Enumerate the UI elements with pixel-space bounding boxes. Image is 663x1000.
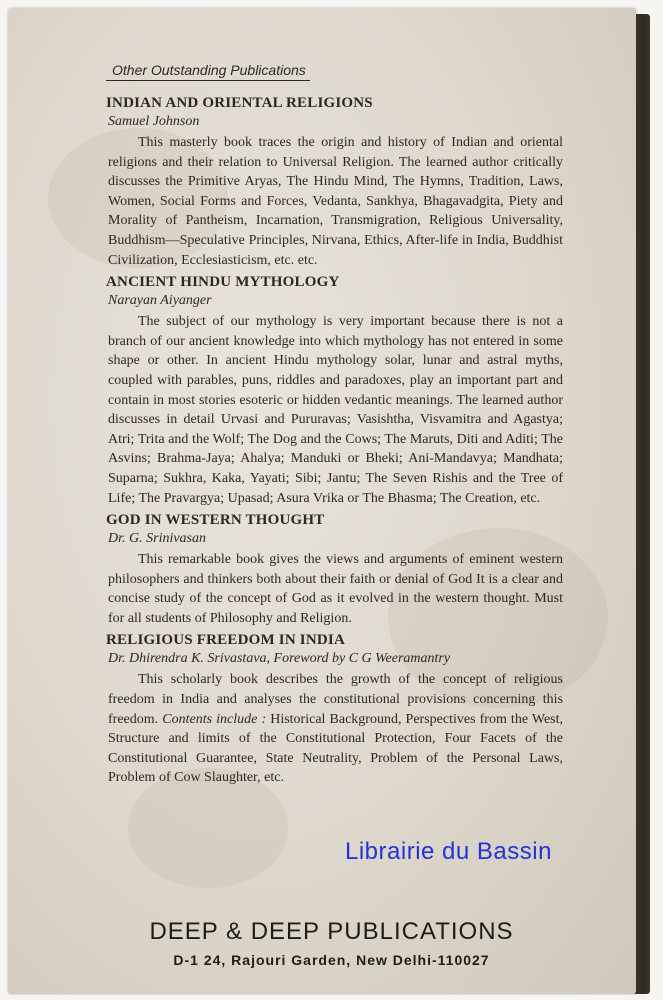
publisher-block bbox=[0, 918, 663, 968]
publisher-name: DEEP & DEEP PUBLICATIONS bbox=[149, 918, 514, 945]
seller-watermark: Librairie du Bassin bbox=[345, 838, 552, 865]
publication-entry bbox=[98, 632, 568, 788]
publication-description: This remarkable book gives the views and arguments of eminent western philosophers and thinkers both about their faith or denial of God It is a clear and concise study of the concept of God as it evolved in the western thought. Must for all students of Philosophy and Religion. bbox=[108, 552, 563, 626]
publication-entry bbox=[98, 512, 568, 628]
publication-entry bbox=[98, 274, 568, 508]
publication-description: This masterly book traces the origin and history of Indian and oriental religions and their relation to Universal Religion. The learned author critically discusses the Primitive Aryas, The Hindu Mind, The Hymns, Tradition, Laws, Women, Social Forms and Forces, Vedanta, Sankhya, Bhagavadgita, Piety and Morality of Pantheism, Incarnation, Transmigration, Religious Universality, Buddhism—Speculative Principles, Nirvana, Ethics, After-life in India, Buddhist Civilization, Ecclesiasticism, etc. etc. bbox=[108, 135, 563, 268]
publication-title: ANCIENT HINDU MYTHOLOGY bbox=[106, 274, 340, 291]
publication-title: RELIGIOUS FREEDOM IN INDIA bbox=[106, 632, 345, 649]
publication-title: INDIAN AND ORIENTAL RELIGIONS bbox=[106, 95, 373, 111]
description-contents: Historical Background, Perspectives from the West, Structure and limits of the Constitutional Protection, Four Facets of the Constitutional Guarantee, State Neutrality, Problem of the Personal Laws, Problem of Cow Slaughter, etc. bbox=[108, 711, 564, 786]
publication-description bbox=[108, 670, 563, 788]
publication-entry bbox=[98, 95, 568, 270]
publisher-address: D-1 24, Rajouri Garden, New Delhi-110027 bbox=[173, 952, 490, 968]
publications-list bbox=[98, 62, 568, 792]
contents-label: Contents include : bbox=[162, 711, 267, 727]
publication-author: Dr. G. Srinivasan bbox=[108, 531, 207, 547]
publication-description: The subject of our mythology is very important because there is not a branch of our ancient knowledge into which mythology has not entered in some shape or other. In ancient Hindu mythology solar, lunar and astral myths, coupled with parables, puns, riddles and paradoxes, play an important part and contain in most stories esoteric or hidden vedantic meanings. The learned author discusses in detail Urvasi and Pururavas; Vasishtha, Visvamitra and Agastya; Atri; Trita and the Wolf; The Dog and the Cows; The Maruts, Diti and Aditi; The Asvins; Brahma-Jaya; Ahalya; Manduki or Bheki; Ani-Mandavya; Mandhata; Suparna; Sukhra, Kaka, Yayati; Sibi; Jantu; The Seven Rishis and the Tree of Life; The Pravargya; Upasad; Asura Vrika or The Bhasma; The Creation, etc. bbox=[108, 314, 563, 506]
publication-author: Samuel Johnson bbox=[108, 114, 200, 129]
series-label: Other Outstanding Publications bbox=[106, 62, 310, 81]
description-intro: This scholarly book describes the growth of the concept of religious freedom in India and analyses the constitutional provisions concerning this freedom. bbox=[108, 672, 563, 727]
publication-author: Dr. Dhirendra K. Srivastava, Foreword by C G Weeramantry bbox=[108, 651, 451, 667]
publication-title: GOD IN WESTERN THOUGHT bbox=[106, 512, 325, 529]
publication-author: Narayan Aiyanger bbox=[108, 293, 212, 309]
